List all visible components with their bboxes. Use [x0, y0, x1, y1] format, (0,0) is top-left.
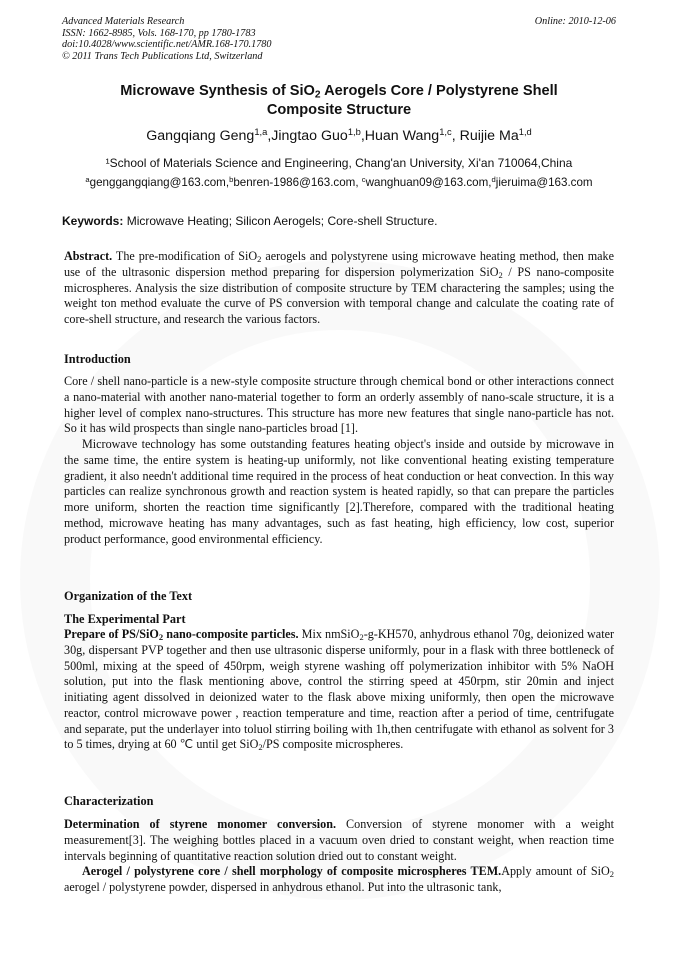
organization-heading: Organization of the Text [64, 589, 193, 603]
paragraph: Microwave technology has some outstanding features heating object's inside and outside by microwave in the same time, the entire system is heating-up uniformly, not like conventional heating existing temperature gradient, it also needn't additional time required in the process of heat conduction or heat convection. In this way particles can realize synchronous growth and reaction system is heated rapidly, so that can prepare the particles more uniform, shorten the reaction time significantly [2].Therefore, compared with the traditional heating method, microwave heating has many advantages, such as fast heating, high efficiency, low cost, superior product performance, good environmental efficiency. [64, 437, 614, 546]
email-link[interactable]: jieruima@163.com [495, 176, 593, 189]
author-name: Ruijie Ma [459, 128, 519, 144]
paper-title: Microwave Synthesis of SiO$_2$ Aerogels Core / Polystyrene Shell Composite Structure [120, 83, 558, 118]
experimental-subheading: The Experimental Part [64, 612, 186, 626]
keywords-label: Keywords: [62, 214, 124, 228]
keywords [62, 214, 618, 228]
experimental-body: Prepare of PS/SiO$_2$ nano-composite particles. Mix nmSiO$_2$-g-KH570, anhydrous ethanol 70g, deionized water 30g, dispersant PVP together and then use ultrasonic disperse uniformly, pour in a flask with three bottleneck of 500ml, mixing at the speed of 450rpm, weigh styrene washing off polymerization inhibitor with 5% NaOH solution, put into the flask mentioning above, control the stirring speed at 450rpm, stir 20min and inject initiating agent dissolved in deionized water to the flask above mixing uniformly, then open the microwave reactor, control microwave power , reaction temperature and time, reaction after a period of time, centrifugate and separate, put the underlayer into toluol stirring boiling with 1h,then centrifugate with ethanol as solvent for 3 to 5 times, drying at 60 ℃ until get SiO$_2$/PS composite microspheres. [64, 627, 615, 753]
abstract-label: Abstract. [64, 249, 113, 263]
issn-line: ISSN: 1662-8985, Vols. 168-170, pp 1780-1783 [62, 27, 256, 39]
abstract: Abstract. The pre-modification of SiO$_2$ aerogels and polystyrene using microwave heating method, then make use of the ultrasonic dispersion method preparing for dispersion polymerization SiO$_2$ / PS nano-composite microspheres. Analysis the size distribution of composite structure by TEM charactering the samples; using the weight ton method evaluate the curve of PS conversion with temporal change and calculate the coating rate of core-shell structure, and research the various factors. [64, 249, 614, 326]
email-list: $^a$genggangqiang@163.com,$^b$benren-1986@163.com, $^c$wanghuan09@163.com,$^d$jieruima@163.com [85, 174, 593, 189]
author-list: Gangqiang Geng$^{1,a}$,Jingtao Guo$^{1,b}$,Huan Wang$^{1,c}$, Ruijie Ma$^{1,d}$ [146, 126, 532, 144]
keywords-text: Microwave Heating; Silicon Aerogels; Core-shell Structure. [123, 214, 438, 228]
introduction-body [64, 374, 614, 547]
online-date: Online: 2010-12-06 [534, 16, 616, 27]
affiliation: ¹School of Materials Science and Engineering, Chang'an University, Xi'an 710064,China [105, 156, 573, 170]
author-name: Huan Wang [364, 128, 440, 144]
paragraph: Core / shell nano-particle is a new-style composite structure through chemical bond or other interactions connect a nano-material with another nano-material together to form an orderly assembly of nano-scale structure, it is a higher level of complex nano-structures. This structure has more new features that single nano-particle has not. So it has wild prospects than single nano-particles broad [1]. [64, 374, 614, 436]
author-name: Jingtao Guo [271, 128, 348, 144]
journal-header [62, 16, 271, 62]
characterization-body: Determination of styrene monomer conversion. Conversion of styrene monomer with a weight measurement[3]. The weighing bottles placed in a vacuum oven dried to constant weight, when reaction time intervals beginning of quantitative reaction solution dried out to constant weight. Aerogel / polystyrene core / shell morphology of composite microspheres TEM.Apply amount of SiO$_2$ aerogel / polystyrene powder, dispersed in anhydrous ethanol. Put into the ultrasonic tank, [64, 817, 614, 894]
email-link[interactable]: benren-1986@163.com [233, 176, 356, 189]
characterization-heading: Characterization [64, 794, 154, 808]
introduction-heading: Introduction [64, 352, 131, 366]
author-name: Gangqiang Geng [146, 128, 255, 144]
prepare-label: Prepare of PS/SiO$_2$ nano-composite particles. [64, 627, 299, 643]
journal-name: Advanced Materials Research [62, 16, 185, 27]
email-link[interactable]: genggangqiang@163.com [89, 176, 226, 189]
copyright-line: © 2011 Trans Tech Publications Ltd, Switzerland [62, 50, 263, 62]
email-link[interactable]: wanghuan09@163.com [365, 176, 489, 189]
aerogel-label: Aerogel / polystyrene core / shell morphology of composite microspheres TEM. [82, 864, 502, 879]
determination-label: Determination of styrene monomer conversion. [64, 817, 337, 831]
doi-line[interactable]: doi:10.4028/www.scientific.net/AMR.168-170.1780 [62, 39, 272, 51]
